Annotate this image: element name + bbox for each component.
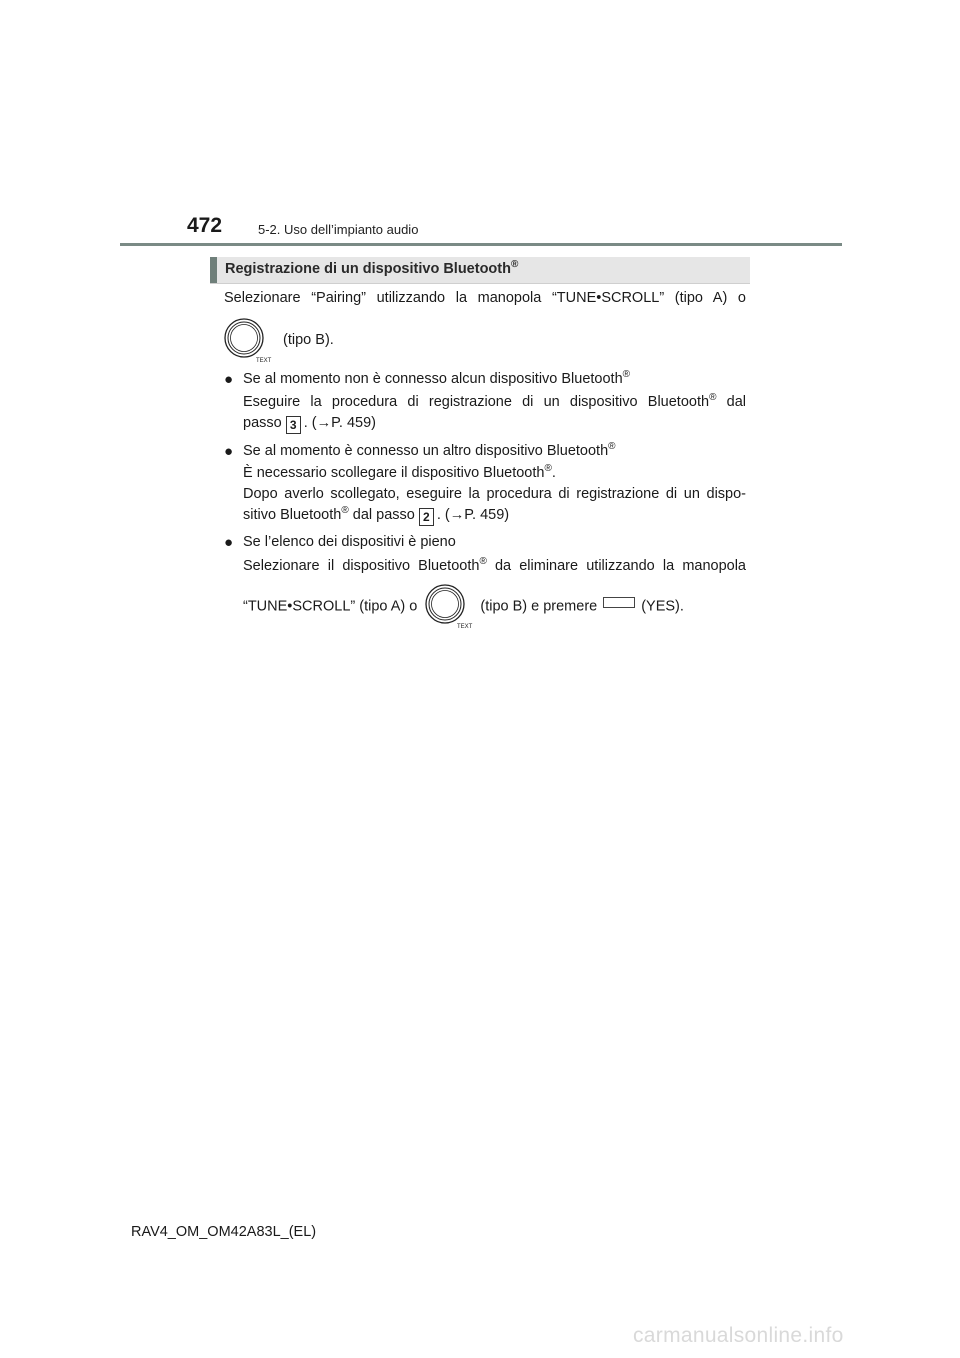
bullet-2-heading bbox=[243, 443, 616, 459]
bullet-2-line-3 bbox=[243, 507, 509, 526]
bullet-2-passo: dal passo bbox=[352, 507, 415, 523]
registered-mark: ® bbox=[709, 392, 717, 403]
page-number: 472 bbox=[187, 214, 223, 237]
bullet-1-heading bbox=[243, 371, 630, 387]
topic-title-text: Registrazione di un dispositivo Bluetooth bbox=[225, 261, 511, 277]
step-number-box: 3 bbox=[286, 416, 301, 434]
bullet-1-line-1 bbox=[243, 394, 746, 410]
knob-text-label: TEXT bbox=[256, 358, 272, 364]
bullet-1-page-ref: . (→P. 459) bbox=[303, 415, 376, 431]
topic-marker bbox=[210, 257, 217, 283]
bullet-icon: ● bbox=[224, 371, 234, 388]
section-title: 5-2. Uso dell’impianto audio bbox=[258, 222, 419, 237]
bullet-1-line-1-end: dal bbox=[726, 394, 746, 410]
bullet-2-line-1-end: . bbox=[551, 465, 556, 481]
bullet-2-line-1-text: È necessario scollegare il dispositivo Bluetooth bbox=[243, 465, 545, 481]
bullet-icon: ● bbox=[224, 534, 234, 551]
bullet-2-heading-text: Se al momento è connesso un altro dispositivo Bluetooth bbox=[243, 443, 609, 459]
registered-mark: ® bbox=[341, 505, 349, 516]
yes-button-icon bbox=[603, 597, 635, 608]
bullet-3-type-b: (tipo B) e premere bbox=[480, 598, 598, 615]
registered-mark: ® bbox=[622, 369, 631, 380]
bullet-1-line-1-text: Eseguire la procedura di registrazione di un dispositivo Bluetooth bbox=[243, 394, 710, 410]
bullet-3-yes: (YES). bbox=[641, 598, 684, 615]
bullet-1-passo: passo bbox=[243, 415, 282, 431]
tune-knob-icon bbox=[224, 318, 272, 364]
bullet-2-line-1 bbox=[243, 465, 556, 481]
bullet-2-page-ref: . (→P. 459) bbox=[436, 507, 510, 523]
topic-title bbox=[225, 261, 518, 277]
bullet-3-heading: Se l’elenco dei dispositivi è pieno bbox=[243, 534, 456, 550]
topic-heading-bar bbox=[210, 257, 750, 284]
bullet-3-line-1-end: da eliminare utilizzando la manopola bbox=[494, 558, 747, 574]
intro-type-b: (tipo B). bbox=[283, 332, 334, 349]
watermark: carmanualsonline.info bbox=[633, 1324, 844, 1347]
bullet-icon: ● bbox=[224, 443, 234, 460]
bullet-2-line-3-text: sitivo Bluetooth bbox=[243, 507, 342, 523]
intro-line-2 bbox=[224, 318, 334, 363]
registered-mark: ® bbox=[479, 556, 487, 567]
knob-text-label: TEXT bbox=[457, 624, 473, 630]
bullet-2-line-2: Dopo averlo scollegato, eseguire la procedura di registrazione di un dispo- bbox=[243, 486, 746, 502]
registered-mark: ® bbox=[544, 463, 552, 474]
bullet-3-line-1 bbox=[243, 558, 746, 574]
intro-line-1: Selezionare “Pairing” utilizzando la manopola “TUNE•SCROLL” (tipo A) o bbox=[224, 290, 746, 306]
bullet-1-heading-text: Se al momento non è connesso alcun dispositivo Bluetooth bbox=[243, 371, 623, 387]
document-code: RAV4_OM_OM42A83L_(EL) bbox=[131, 1224, 317, 1240]
registered-mark: ® bbox=[608, 441, 616, 452]
registered-mark: ® bbox=[510, 259, 519, 270]
header-divider bbox=[120, 243, 842, 246]
tune-knob-icon bbox=[425, 584, 473, 630]
bullet-3-line-2 bbox=[243, 584, 684, 629]
step-number-box: 2 bbox=[419, 508, 434, 526]
bullet-1-line-2 bbox=[243, 415, 376, 434]
bullet-3-line-1-text: Selezionare il dispositivo Bluetooth bbox=[243, 558, 480, 574]
bullet-3-tune-scroll: “TUNE•SCROLL” (tipo A) o bbox=[243, 598, 418, 615]
